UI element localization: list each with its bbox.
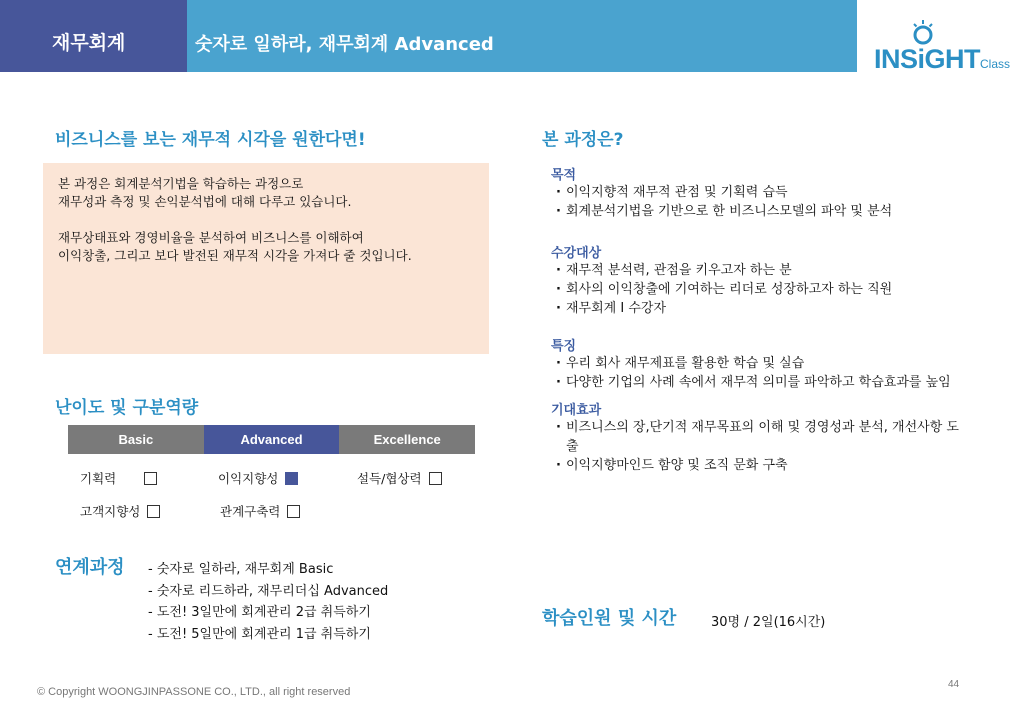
competency-item (80, 469, 157, 487)
intro-line: 본 과정은 회계분석기법을 학습하는 과정으로 (58, 176, 304, 191)
level-basic: Basic (68, 425, 204, 454)
competency-item (220, 502, 300, 520)
checkbox-filled (285, 472, 298, 485)
bullet-item: · 이익지향적 재무적 관점 및 기획력 습득 (551, 183, 971, 202)
competency-label: 관계구축력 (220, 504, 281, 519)
competency-label: 설득/협상력 (357, 471, 422, 486)
linked-heading: 연계과정 (55, 557, 125, 578)
competency-item (80, 502, 160, 520)
effects-heading: 기대효과 (551, 403, 602, 418)
competency-label: 이익지향성 (218, 471, 279, 486)
bullet-item: · 다양한 기업의 사례 속에서 재무적 의미를 파악하고 학습효과를 높임 (551, 373, 971, 392)
insight-class-logo (874, 18, 1014, 76)
purpose-heading: 목적 (551, 168, 577, 183)
bullet-item: · 재무회계 I 수강자 (551, 299, 971, 318)
linked-course-list (148, 559, 388, 645)
bullet-item: · 우리 회사 재무제표를 활용한 학습 및 실습 (551, 354, 971, 373)
linked-course-item: - 도전! 3일만에 회계관리 2급 취득하기 (148, 605, 371, 620)
course-title: 숫자로 일하라, 재무회계 Advanced (195, 34, 494, 55)
logo-sub-text: Class (980, 57, 1011, 71)
features-heading: 특징 (551, 339, 577, 354)
intro-line: 이익창출, 그리고 보다 발전된 재무적 시각을 가져다 줄 것입니다. (58, 248, 412, 263)
intro-heading: 비즈니스를 보는 재무적 시각을 원한다면! (55, 130, 366, 150)
linked-course-item: - 숫자로 리드하라, 재무리더십 Advanced (148, 583, 389, 599)
checkbox-empty (287, 505, 300, 518)
linked-course-item: - 도전! 5일만에 회계관리 1급 취득하기 (148, 626, 371, 642)
target-heading: 수강대상 (551, 246, 602, 261)
bullet-item: · 이익지향마인드 함양 및 조직 문화 구축 (551, 456, 971, 475)
level-heading: 난이도 및 구분역량 (55, 398, 199, 418)
competency-item (357, 469, 442, 487)
category-title: 재무회계 (52, 32, 126, 54)
intro-line: 재무상태표와 경영비율을 분석하여 비즈니스를 이해하여 (58, 230, 364, 245)
checkbox-empty (429, 472, 442, 485)
bullet-item: · 비즈니스의 장,단기적 재무목표의 이해 및 경영성과 분석, 개선사항 도출 (551, 418, 971, 456)
course-details (551, 164, 971, 475)
level-advanced-selected: Advanced (204, 425, 340, 454)
linked-course-item: - 숫자로 일하라, 재무회계 Basic (148, 562, 334, 577)
competency-item (218, 469, 298, 487)
competency-label: 고객지향성 (80, 504, 141, 519)
level-excellence: Excellence (339, 425, 475, 454)
competency-label: 기획력 (80, 471, 117, 486)
intro-box (43, 163, 489, 354)
copyright-text: © Copyright WOONGJINPASSONE CO., LTD., all right reserved (37, 686, 351, 698)
logo-main-text: INSiGHT (874, 44, 981, 74)
course-heading: 본 과정은? (542, 130, 624, 150)
bullet-item: · 회사의 이익창출에 기여하는 리더로 성장하고자 하는 직원 (551, 280, 959, 299)
page-number: 44 (948, 679, 960, 690)
bullet-item: · 재무적 분석력, 관점을 키우고자 하는 분 (551, 261, 971, 280)
checkbox-empty (144, 472, 157, 485)
learning-value: 30명 / 2일(16시간) (711, 615, 826, 630)
header-category (0, 0, 187, 72)
header-course (187, 0, 857, 72)
checkbox-empty (147, 505, 160, 518)
level-table (68, 425, 475, 454)
intro-line: 재무성과 측정 및 손익분석법에 대해 다루고 있습니다. (58, 194, 352, 209)
learning-heading: 학습인원 및 시간 (542, 608, 677, 629)
bullet-item: · 회계분석기법을 기반으로 한 비즈니스모델의 파악 및 분석 (551, 202, 959, 221)
